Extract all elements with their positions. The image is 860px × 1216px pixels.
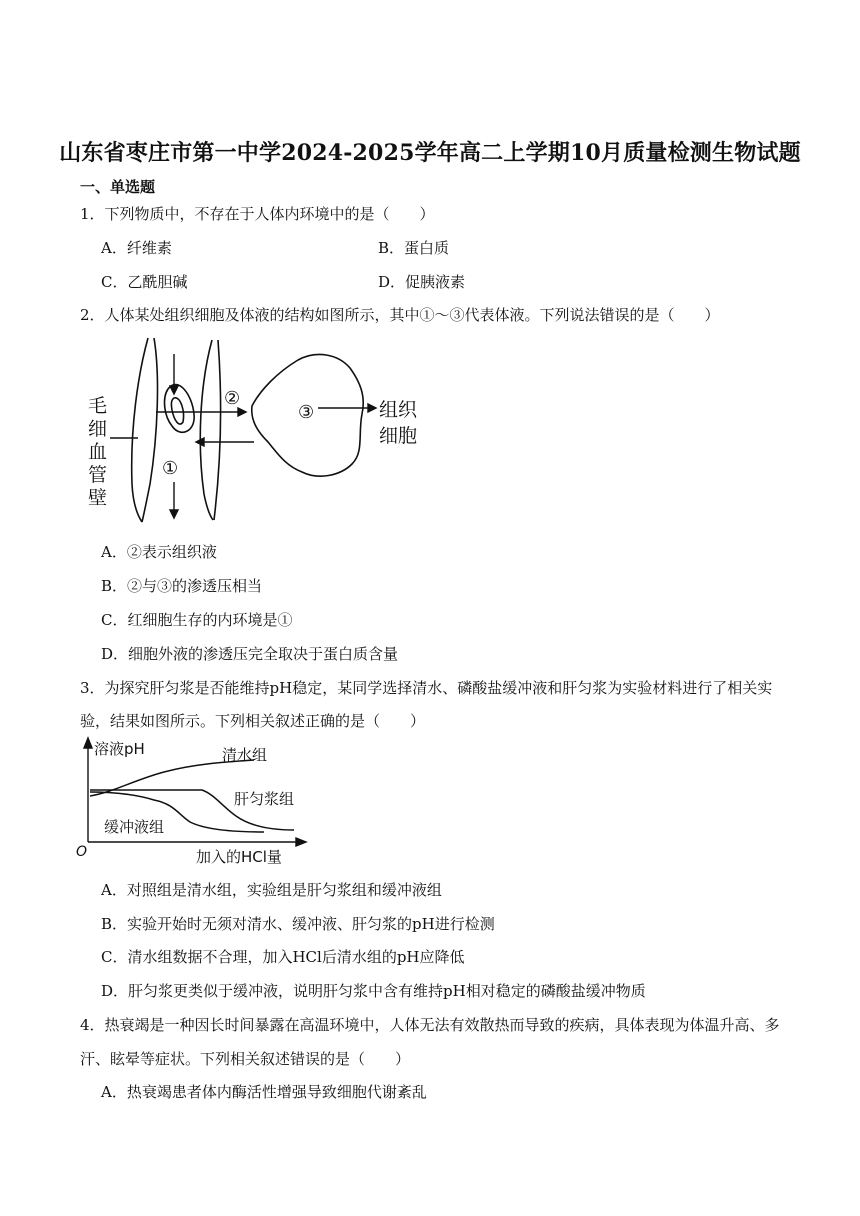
liver-group-label: 肝匀浆组	[234, 790, 295, 808]
red-blood-cell	[165, 385, 195, 433]
wall-label-char-2: 细	[88, 418, 108, 440]
wall-label-char-3: 血	[88, 441, 108, 463]
question-2-option-d: D．细胞外液的渗透压完全取决于蛋白质含量	[101, 645, 399, 663]
x-axis-label: 加入的HCl量	[196, 848, 282, 866]
y-axis-label: 溶液pH	[94, 740, 145, 758]
question-1-option-a: A．纤维素	[101, 239, 172, 257]
capillary-wall-left	[132, 338, 148, 522]
question-1-option-c: C．乙酰胆碱	[101, 273, 188, 291]
question-3-option-b: B．实验开始时无须对清水、缓冲液、肝匀浆的pH进行检测	[101, 915, 495, 933]
wall-label-char-5: 壁	[88, 487, 108, 509]
water-group-label: 清水组	[222, 746, 268, 764]
marker-2: ②	[224, 388, 241, 409]
question-3-stem-line-1: 3．为探究肝匀浆是否能维持pH稳定，某同学选择清水、磷酸盐缓冲液和肝匀浆为实验材料进行了相关实	[80, 679, 773, 697]
question-3-option-d: D．肝匀浆更类似于缓冲液，说明肝匀浆中含有维持pH相对稳定的磷酸盐缓冲物质	[101, 982, 646, 1000]
question-4-stem-line-2: 汗、眩晕等症状。下列相关叙述错误的是（ ）	[80, 1050, 411, 1068]
marker-3: ③	[298, 402, 315, 423]
tissue-cell-label-line-2: 细胞	[379, 425, 418, 447]
ph-chart	[74, 736, 314, 866]
question-4-stem-line-1: 4．热衰竭是一种因长时间暴露在高温环境中，人体无法有效散热而导致的疾病，具体表现为体温升高、多	[80, 1016, 780, 1034]
question-1-option-d: D．促胰液素	[378, 273, 466, 291]
origin-label: O	[76, 844, 88, 860]
question-1-stem: 1．下列物质中，不存在于人体内环境中的是（ ）	[80, 205, 435, 223]
marker-1: ①	[162, 458, 179, 479]
capillary-wall-right	[200, 340, 213, 520]
section-heading-single-choice: 一、单选题	[80, 178, 156, 196]
page-title: 山东省枣庄市第一中学2024-2025学年高二上学期10月质量检测生物试题	[59, 140, 801, 166]
question-2-option-a: A．②表示组织液	[101, 543, 217, 561]
wall-label-char-4: 管	[88, 464, 108, 486]
question-2-option-b: B．②与③的渗透压相当	[101, 577, 263, 595]
question-3-option-c: C．清水组数据不合理，加入HCl后清水组的pH应降低	[101, 948, 465, 966]
question-3-option-a: A．对照组是清水组，实验组是肝匀浆组和缓冲液组	[101, 881, 442, 899]
wall-label-char-1: 毛	[88, 395, 108, 417]
buffer-group-label: 缓冲液组	[104, 818, 165, 836]
question-2-option-c: C．红细胞生存的内环境是①	[101, 611, 293, 629]
question-4-option-a: A．热衰竭患者体内酶活性增强导致细胞代谢紊乱	[101, 1083, 427, 1101]
question-1-option-b: B．蛋白质	[378, 239, 450, 257]
tissue-fluid-diagram	[82, 334, 418, 524]
question-2-stem: 2．人体某处组织细胞及体液的结构如图所示，其中①～③代表体液。下列说法错误的是（ ）	[80, 306, 720, 324]
tissue-cell-label-line-1: 组织	[379, 399, 418, 421]
question-3-stem-line-2: 验，结果如图所示。下列相关叙述正确的是（ ）	[80, 712, 426, 730]
